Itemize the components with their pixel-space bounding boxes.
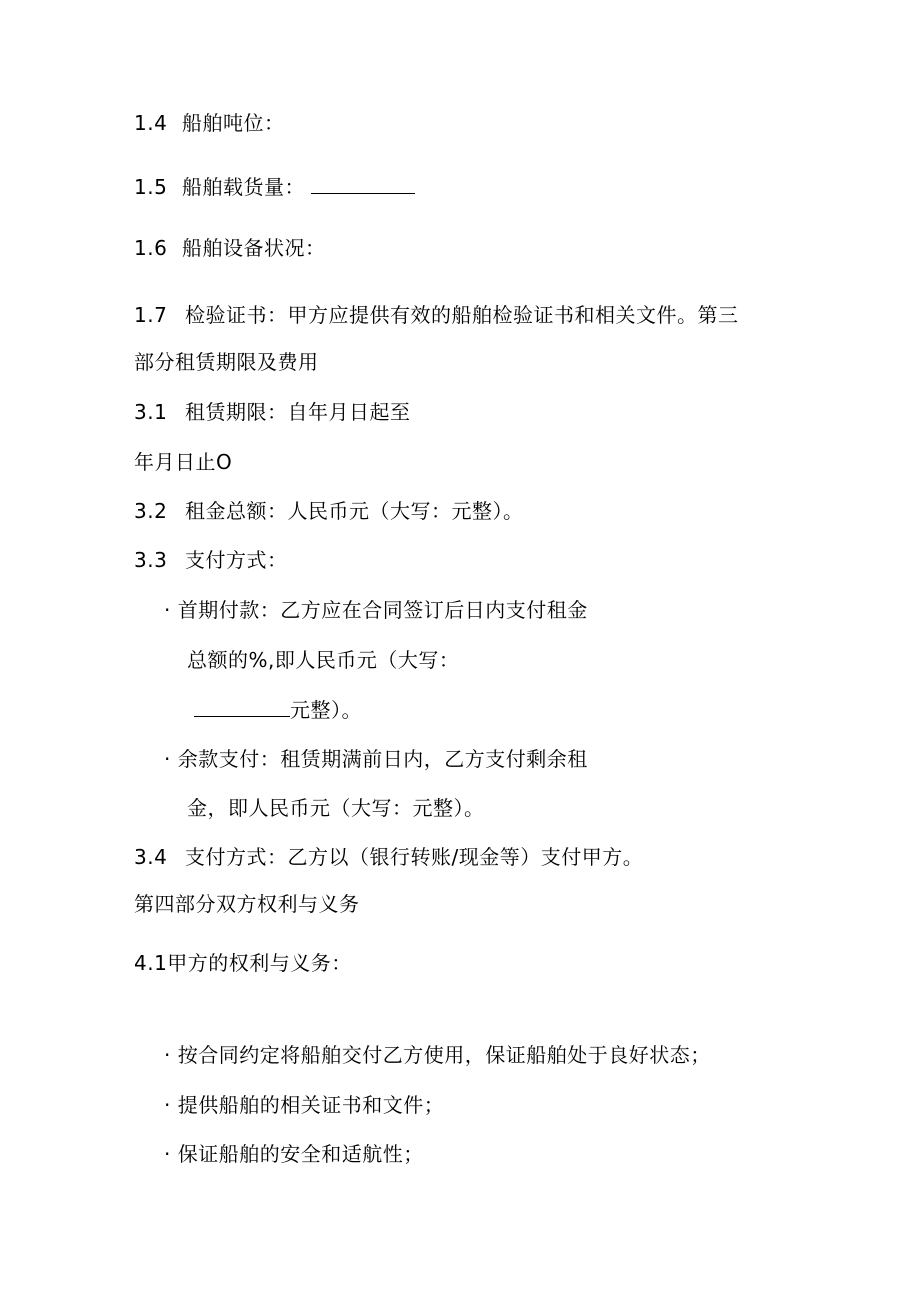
fill-in-blank xyxy=(194,696,290,717)
clause-text: 租赁期限：自年月日起至 xyxy=(185,400,411,424)
bullet-text: · 余款支付：租赁期满前日内，乙方支付剩余租 xyxy=(164,747,588,771)
section-heading-text: 部分租赁期限及费用 xyxy=(134,350,319,374)
clause-3-2 xyxy=(134,497,524,525)
clause-3-1-continued xyxy=(134,448,232,476)
clause-text: 年月日止O xyxy=(134,450,233,474)
clause-number: 1.7 xyxy=(134,303,168,327)
bullet-text: 元整）。 xyxy=(290,698,362,722)
clause-number: 1.4 xyxy=(134,111,168,135)
clause-text: 船舶吨位： xyxy=(182,111,285,135)
bullet-text: · 按合同约定将船舶交付乙方使用，保证船舶处于良好状态； xyxy=(164,1043,711,1067)
bullet-first-payment-continued xyxy=(187,646,459,674)
clause-text: 支付方式：乙方以（银行转账/现金等）支付甲方。 xyxy=(185,845,644,869)
clause-number: 3.3 xyxy=(134,548,168,572)
bullet-text: 总额的%,即人民币元（大写： xyxy=(187,648,460,672)
bullet-deliver-ship xyxy=(164,1041,711,1069)
clause-number: 3.1 xyxy=(134,400,168,424)
bullet-remaining-payment xyxy=(164,745,588,773)
bullet-text: · 提供船舶的相关证书和文件； xyxy=(164,1093,445,1117)
clause-3-3 xyxy=(134,546,288,574)
bullet-remaining-payment-continued xyxy=(187,794,485,822)
section-3-heading xyxy=(134,348,319,376)
clause-number: 1.6 xyxy=(134,236,168,260)
clause-1-4 xyxy=(134,109,285,137)
clause-text: 支付方式： xyxy=(185,548,288,572)
clause-1-7 xyxy=(134,301,739,329)
clause-text: 船舶载货量： xyxy=(182,175,305,199)
section-4-heading xyxy=(134,890,360,918)
bullet-text: · 保证船舶的安全和适航性； xyxy=(164,1142,424,1166)
clause-text: 租金总额：人民币元（大写：元整）。 xyxy=(185,499,524,523)
bullet-first-payment xyxy=(164,596,588,624)
clause-text: 船舶设备状况： xyxy=(182,236,326,260)
bullet-ensure-safety xyxy=(164,1140,424,1168)
bullet-first-payment-continued-2 xyxy=(194,696,362,724)
bullet-text: · 首期付款：乙方应在合同签订后日内支付租金 xyxy=(164,598,588,622)
clause-number: 3.2 xyxy=(134,499,168,523)
section-heading-text: 第四部分双方权利与义务 xyxy=(134,892,360,916)
clause-3-4 xyxy=(134,843,643,871)
clause-number: 3.4 xyxy=(134,845,168,869)
clause-number: 1.5 xyxy=(134,175,168,199)
fill-in-blank xyxy=(311,173,415,194)
clause-1-5 xyxy=(134,173,415,201)
bullet-text: 金，即人民币元（大写：元整）。 xyxy=(187,796,485,820)
clause-text: 检验证书：甲方应提供有效的船舶检验证书和相关文件。第三 xyxy=(185,303,739,327)
bullet-provide-certificates xyxy=(164,1091,444,1119)
clause-4-1 xyxy=(134,949,352,977)
clause-text: 4.1甲方的权利与义务： xyxy=(134,951,352,975)
clause-3-1 xyxy=(134,398,411,426)
clause-1-6 xyxy=(134,234,326,262)
